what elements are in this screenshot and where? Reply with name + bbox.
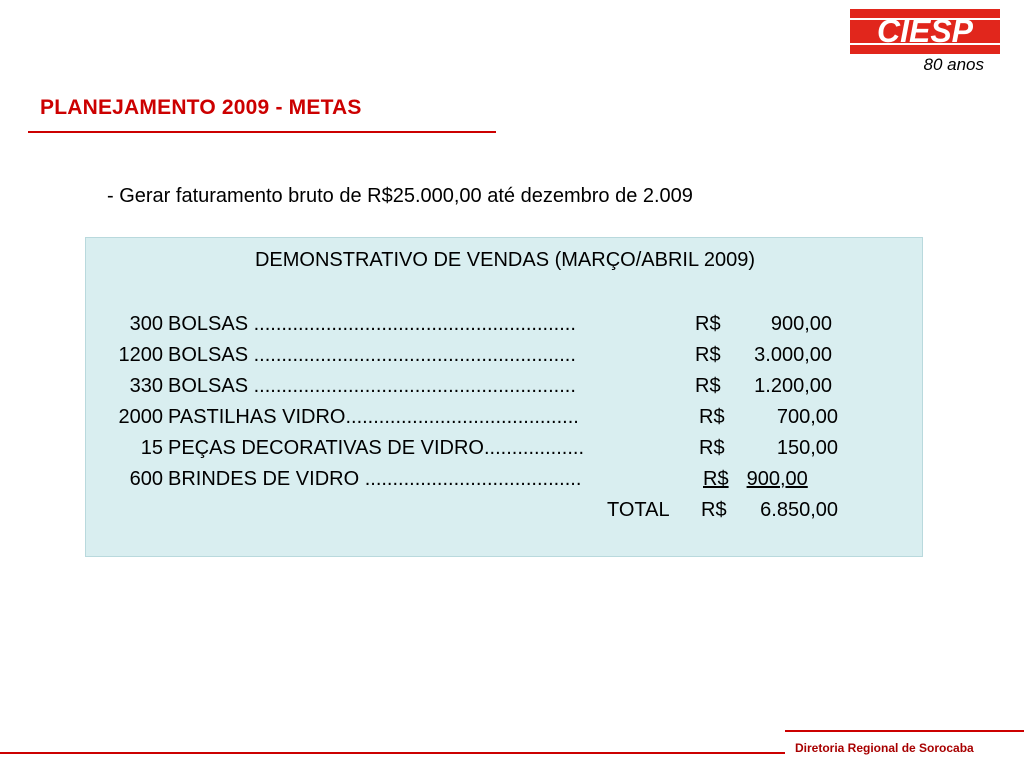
row-quantity: 300	[129, 313, 163, 335]
row-amount: 900,00	[770, 313, 832, 335]
row-description: BRINDES DE VIDRO .......................................	[168, 468, 582, 490]
footer-rule-right	[785, 730, 1024, 732]
ciesp-logo-graphic	[850, 9, 1000, 54]
row-currency: R$	[699, 437, 725, 459]
row-amount: 900,00	[746, 468, 808, 490]
row-description: PASTILHAS VIDRO..........................................	[168, 406, 579, 428]
report-row	[86, 464, 924, 495]
row-amount: 700,00	[776, 406, 838, 428]
total-amount: 6.850,00	[760, 499, 838, 521]
row-quantity: 330	[129, 375, 163, 397]
row-currency	[703, 464, 843, 495]
footer-rule	[0, 752, 785, 754]
row-quantity: 600	[129, 468, 163, 490]
row-quantity: 2000	[118, 406, 163, 428]
row-currency: R$	[695, 313, 721, 335]
row-quantity: 15	[140, 437, 163, 459]
report-row	[86, 402, 924, 433]
row-description: BOLSAS ..........................................................	[168, 344, 576, 366]
row-currency-text: R$	[703, 468, 729, 490]
row-amount: 1.200,00	[754, 375, 832, 397]
row-currency: R$	[695, 344, 721, 366]
goal-text: - Gerar faturamento bruto de R$25.000,00 até dezembro de 2.009	[107, 185, 693, 207]
logo-subtitle: 80 anos	[923, 55, 984, 74]
report-heading: DEMONSTRATIVO DE VENDAS (MARÇO/ABRIL 2009)	[254, 249, 756, 271]
row-amount: 3.000,00	[754, 344, 832, 366]
row-description: PEÇAS DECORATIVAS DE VIDRO..................	[168, 437, 585, 459]
report-rows	[86, 309, 924, 526]
footer-text: Diretoria Regional de Sorocaba	[795, 741, 974, 755]
row-currency: R$	[699, 406, 725, 428]
report-row	[86, 371, 924, 402]
report-row	[86, 433, 924, 464]
page-title: PLANEJAMENTO 2009 - METAS	[40, 96, 362, 119]
total-currency: R$	[701, 499, 727, 521]
report-total-row	[86, 495, 924, 526]
row-currency: R$	[695, 375, 721, 397]
report-row	[86, 309, 924, 340]
row-amount: 150,00	[776, 437, 838, 459]
title-underline	[28, 131, 496, 133]
logo-text: CIESP	[876, 13, 974, 49]
row-description: BOLSAS ..........................................................	[168, 375, 576, 397]
ciesp-logo	[850, 9, 1000, 54]
row-description: BOLSAS ..........................................................	[168, 313, 576, 335]
total-label: TOTAL	[607, 499, 670, 521]
sales-report-box	[85, 237, 923, 557]
row-quantity: 1200	[118, 344, 163, 366]
report-row	[86, 340, 924, 371]
